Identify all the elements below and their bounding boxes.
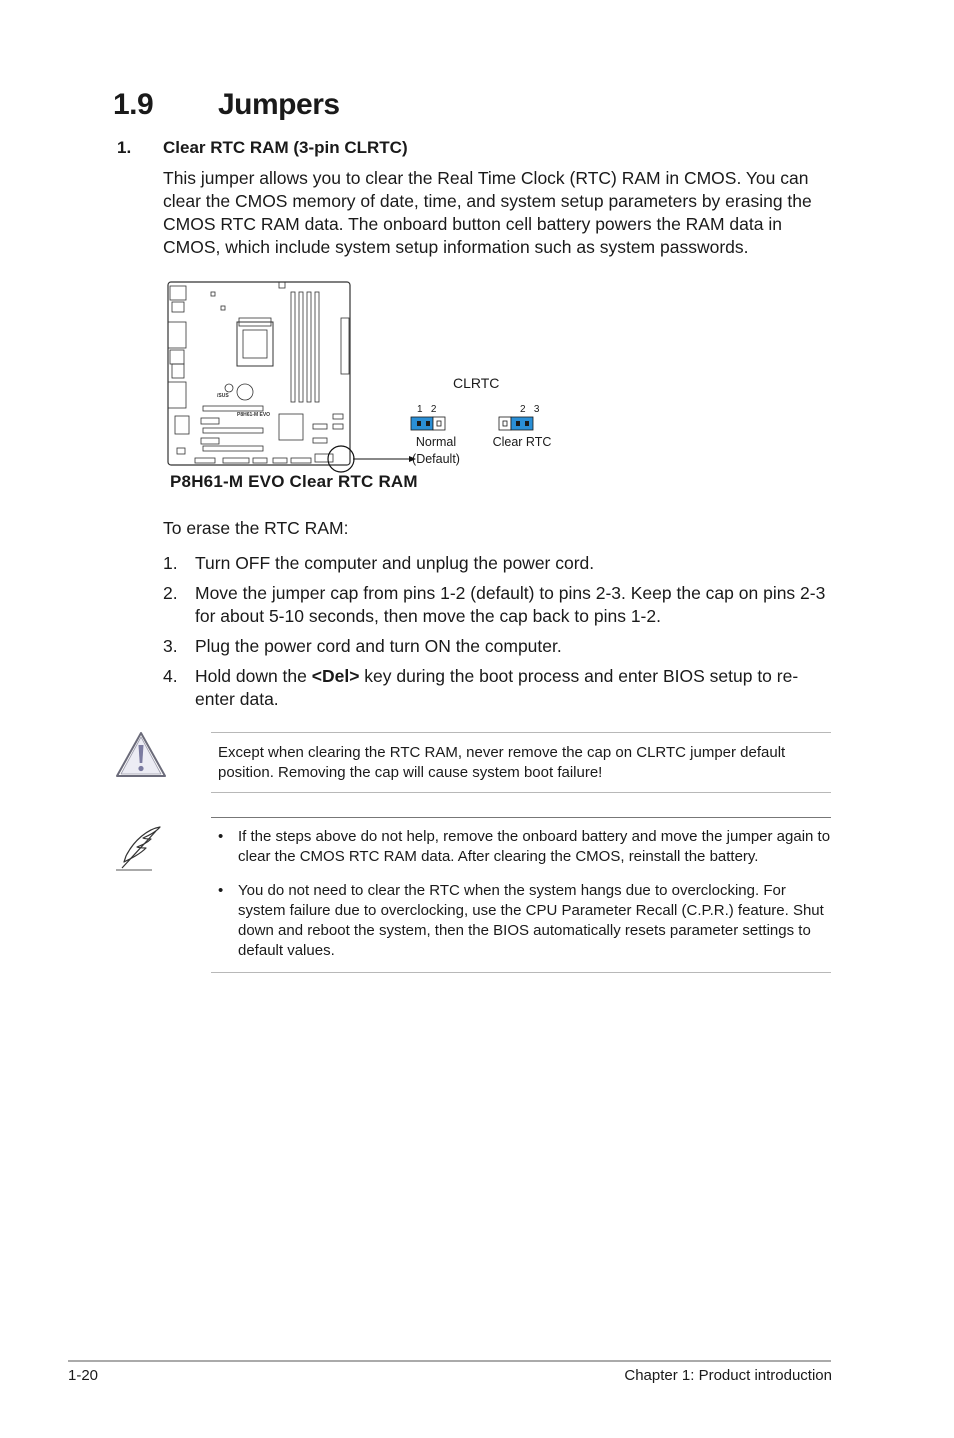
board-model-text: P8H61-M EVO bbox=[237, 412, 271, 418]
procedure-step: 3. Plug the power cord and turn ON the computer. bbox=[163, 636, 562, 656]
note-item: • You do not need to clear the RTC when the system hangs due to overclocking. For system failure due to overclocking, use the CPU Parameter Recall (C.P.R.) feature. Shut down and reboot the system, then the BIOS automatically resets parameter settings to default values. bbox=[218, 882, 824, 959]
caution-top-rule bbox=[211, 732, 831, 733]
normal-pin-numbers: 1 2 bbox=[417, 404, 437, 415]
note-bottom-rule bbox=[211, 972, 831, 973]
note-feather-icon bbox=[112, 824, 166, 874]
note-list bbox=[218, 827, 833, 975]
jumper-name: CLRTC bbox=[453, 375, 500, 391]
note-item: • If the steps above do not help, remove the onboard battery and move the jumper again to clear the CMOS RTC RAM data. After clearing the CMOS, reinstall the battery. bbox=[218, 828, 831, 865]
warning-icon bbox=[114, 730, 168, 780]
procedure-step: 2. Move the jumper cap from pins 1-2 (default) to pins 2-3. Keep the cap on pins 2-3 for about 5-10 seconds, then move the cap back to pins 1-2. bbox=[163, 583, 826, 626]
caution-bottom-rule bbox=[211, 792, 831, 793]
clear-pin-numbers: 2 3 bbox=[520, 404, 540, 415]
normal-label: Normal bbox=[415, 435, 457, 449]
caution-text: Except when clearing the RTC RAM, never remove the cap on CLRTC jumper default position. Removing the cap will cause system boot failure! bbox=[218, 744, 786, 781]
item-description: This jumper allows you to clear the Real Time Clock (RTC) RAM in CMOS. You can clear the CMOS memory of date, time, and system setup parameters by erasing the CMOS RTC RAM data. The onboard button cell battery powers the RAM data in CMOS, which include system setup information such as system passwords. bbox=[163, 168, 812, 257]
procedure-steps bbox=[163, 552, 835, 718]
item-title: Clear RTC RAM (3-pin CLRTC) bbox=[163, 138, 408, 157]
procedure-step: 1. Turn OFF the computer and unplug the power cord. bbox=[163, 553, 595, 573]
page-number: 1-20 bbox=[68, 1367, 99, 1384]
section-title: Jumpers bbox=[218, 88, 340, 121]
clear-jumper-cap bbox=[511, 417, 533, 430]
procedure-intro: To erase the RTC RAM: bbox=[163, 518, 349, 538]
motherboard-layout bbox=[168, 282, 350, 465]
normal-default-label: (Default) bbox=[412, 452, 460, 466]
diagram-caption: P8H61-M EVO Clear RTC RAM bbox=[170, 472, 418, 491]
board-brand-logo: /SUS bbox=[217, 393, 229, 399]
clear-rtc-label: Clear RTC bbox=[492, 435, 552, 449]
note-top-rule bbox=[211, 817, 831, 818]
chapter-title: Chapter 1: Product introduction bbox=[624, 1367, 832, 1384]
procedure-step: 4. Hold down the <Del> key during the boot process and enter BIOS setup to re-enter data. bbox=[163, 666, 799, 709]
del-key-label: <Del> bbox=[311, 666, 360, 686]
footer-rule bbox=[68, 1360, 831, 1362]
clrtc-jumper-diagram bbox=[163, 278, 583, 498]
section-number: 1.9 bbox=[113, 88, 154, 121]
item-number: 1. bbox=[117, 138, 132, 157]
